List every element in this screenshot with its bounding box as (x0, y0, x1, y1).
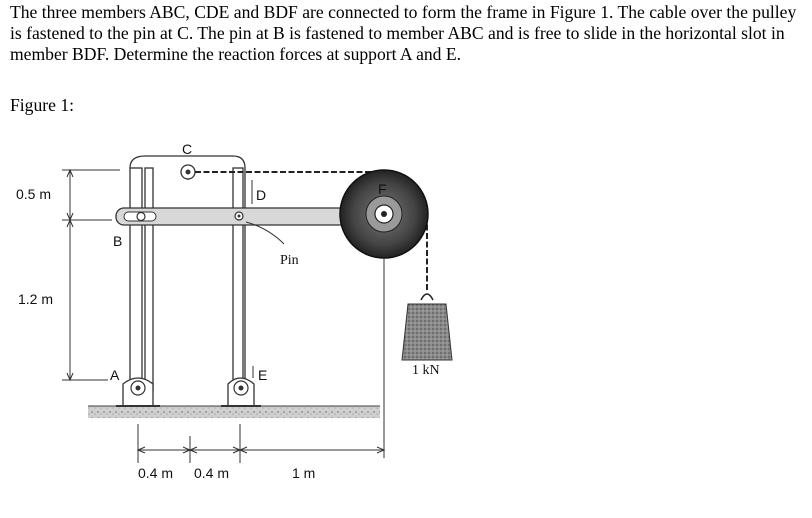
figure-label: Figure 1: (10, 95, 74, 116)
label-e: E (258, 367, 267, 383)
pin-c (181, 165, 195, 179)
dim-span-de: 0.4 m (194, 465, 229, 481)
member-abc (130, 156, 188, 390)
dim-top-height: 0.5 m (16, 186, 51, 202)
label-c: C (182, 141, 192, 157)
label-load: 1 kN (412, 363, 440, 378)
support-e (221, 378, 261, 406)
member-cde (154, 156, 245, 390)
problem-statement: The three members ABC, CDE and BDF are connected to form the frame in Figure 1. The cable over the pulley is fastened to the pin at C. The pin at B is fastened to member ABC and is free to slide in the horizontal slot in member BDF. Determine the reaction forces at support A and E. (10, 2, 805, 65)
dim-span-ad: 0.4 m (138, 465, 173, 481)
pin-d (235, 212, 243, 220)
label-pin: Pin (280, 253, 299, 268)
label-b: B (113, 233, 122, 249)
pin-b (137, 213, 145, 221)
ground (88, 406, 380, 418)
dim-lower-height: 1.2 m (18, 291, 53, 307)
frame-figure (0, 128, 812, 518)
weight (402, 294, 452, 360)
label-d: D (256, 187, 266, 203)
dim-span-ef: 1 m (292, 465, 315, 481)
label-a: A (110, 367, 120, 383)
label-f: F (378, 181, 387, 197)
dim-horizontal (138, 424, 384, 463)
dim-vertical (62, 170, 120, 380)
